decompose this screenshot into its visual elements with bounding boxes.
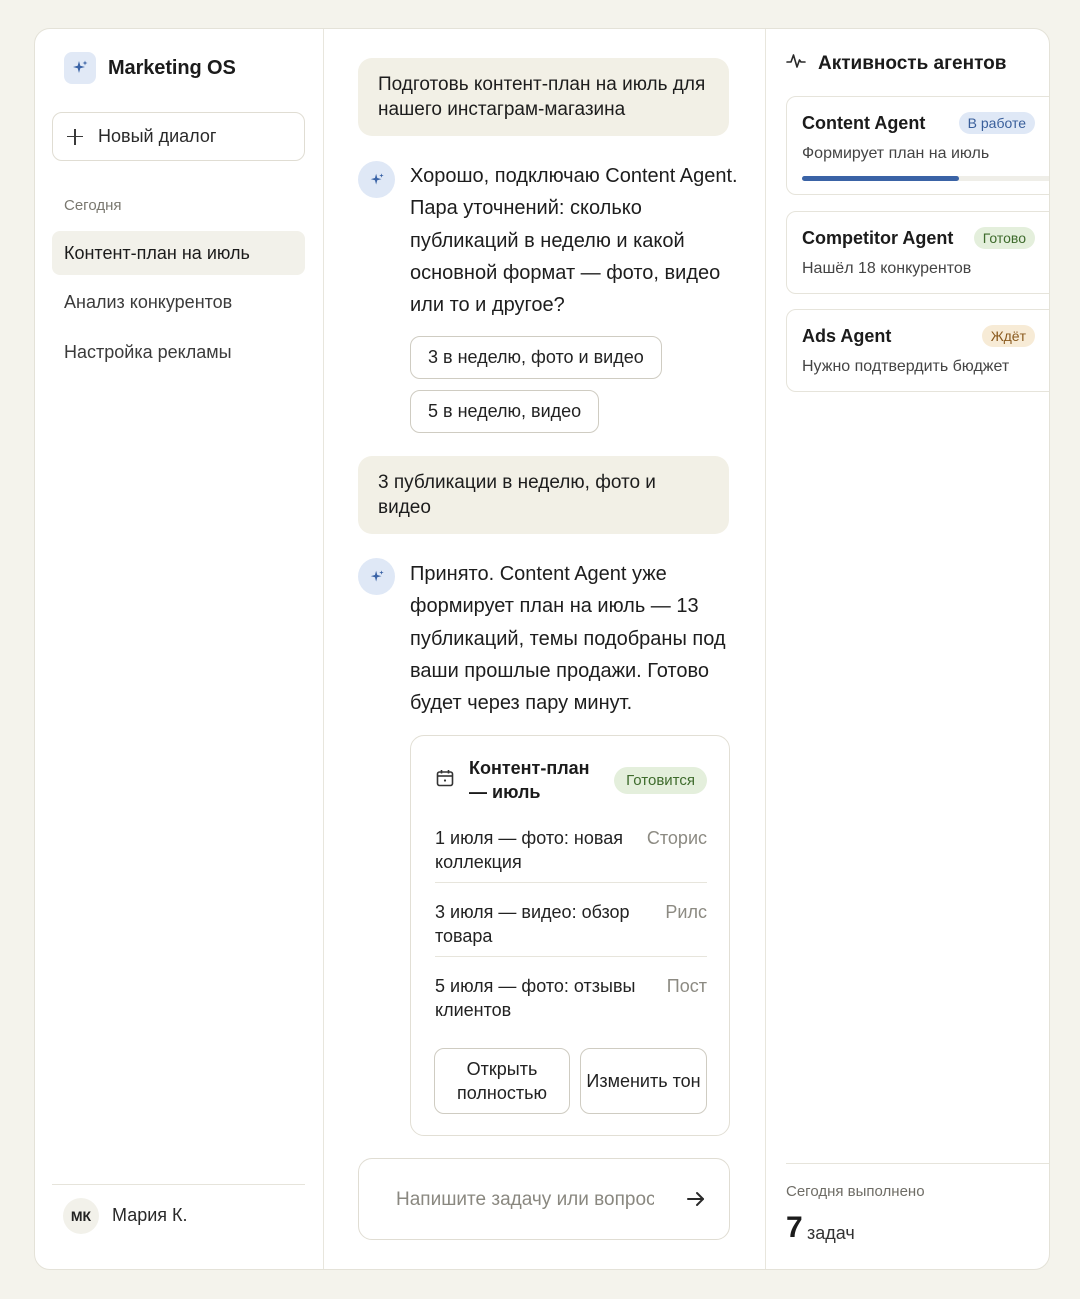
sidebar-item-content-plan[interactable] [52, 231, 305, 275]
message-composer [358, 1158, 730, 1240]
change-tone-button[interactable] [580, 1048, 707, 1114]
status-badge: Готовится [614, 767, 707, 794]
stats-unit: задач [807, 1223, 855, 1243]
sidebar [35, 29, 324, 1269]
sparkle-icon [358, 161, 395, 198]
plan-row-text: 5 июля — фото: отзывы клиентов [435, 976, 636, 1020]
user-profile[interactable] [52, 1184, 305, 1246]
plan-row[interactable] [435, 826, 707, 874]
app-title: Marketing OS [108, 56, 236, 79]
user-message: Подготовь контент-план на июль для нашего инстаграм-магазина [358, 58, 729, 136]
card-header [435, 756, 707, 804]
chat-area [324, 29, 765, 1269]
assistant-message: Принято. Content Agent уже формирует план на июль — 13 публикаций, темы подобраны под ваши прошлые продажи. Готово будет через пару минут. [410, 563, 726, 715]
sidebar-item-label: Настройка рекламы [64, 341, 232, 362]
user-message: 3 публикации в неделю, фото и видео [358, 456, 729, 534]
panel-title: Активность агентов [818, 52, 1007, 74]
user-name: Мария К. [112, 1205, 188, 1225]
sidebar-item-ads[interactable] [52, 330, 305, 374]
daily-stats [786, 1163, 1050, 1244]
plan-row[interactable] [435, 974, 707, 1022]
assistant-message: Хорошо, подключаю Content Agent. Пара уточнений: сколько публикаций в неделю и какой основной формат — фото, видео или то и другое? [410, 165, 738, 317]
stats-label: Сегодня выполнено [786, 1183, 925, 1200]
send-button[interactable] [683, 1186, 709, 1212]
plan-row[interactable] [435, 900, 707, 948]
pulse-icon [786, 51, 806, 76]
divider [435, 882, 707, 883]
message-input[interactable] [396, 1187, 654, 1213]
status-badge: В работе [959, 112, 1035, 134]
avatar: МК [63, 1198, 99, 1234]
divider [435, 956, 707, 957]
agent-status: Нашёл 18 конкурентов [802, 260, 972, 277]
plus-icon [66, 128, 84, 146]
agent-card-competitor[interactable] [786, 211, 1050, 294]
brand [64, 52, 236, 84]
calendar-icon [435, 768, 455, 793]
agent-activity-panel [765, 29, 1050, 1269]
open-full-button[interactable] [434, 1048, 570, 1114]
panel-header [786, 51, 1006, 76]
progress-fill [802, 176, 959, 181]
agent-name: Ads Agent [802, 326, 892, 346]
quick-reply-button[interactable]: 3 в неделю, фото и видео [410, 336, 662, 379]
status-badge: Готово [974, 227, 1035, 249]
open-full-label: Открыть полностью [457, 1059, 547, 1103]
sidebar-item-label: Анализ конкурентов [64, 291, 233, 312]
sparkle-icon [358, 558, 395, 595]
progress-bar [802, 176, 1050, 181]
agent-name: Content Agent [802, 113, 926, 133]
arrow-right-icon [683, 1186, 709, 1212]
new-chat-label: Новый диалог [98, 126, 217, 146]
plan-row-type: Пост [666, 976, 707, 996]
sidebar-item-label: Контент-план на июль [64, 242, 250, 263]
card-title: Контент-план — июль [469, 758, 590, 802]
sidebar-item-competitors[interactable] [52, 280, 305, 324]
status-badge: Ждёт [982, 325, 1035, 347]
plan-row-text: 3 июля — видео: обзор товара [435, 902, 630, 946]
new-chat-button[interactable] [52, 112, 305, 161]
plan-row-type: Сторис [646, 828, 707, 848]
agent-name: Competitor Agent [802, 228, 954, 248]
stats-count: 7 [786, 1211, 803, 1244]
plan-row-text: 1 июля — фото: новая коллекция [435, 828, 623, 872]
sparkle-icon [64, 52, 96, 84]
history-section-label: Сегодня [64, 197, 122, 214]
agent-status: Нужно подтвердить бюджет [802, 358, 1010, 375]
change-tone-label: Изменить тон [586, 1071, 701, 1091]
app-window [34, 28, 1050, 1270]
content-plan-card [410, 735, 730, 1136]
agent-status: Формирует план на июль [802, 145, 990, 162]
agent-card-content[interactable] [786, 96, 1050, 195]
agent-card-ads[interactable] [786, 309, 1050, 392]
quick-reply-button[interactable]: 5 в неделю, видео [410, 390, 599, 433]
plan-row-type: Рилс [665, 902, 707, 922]
